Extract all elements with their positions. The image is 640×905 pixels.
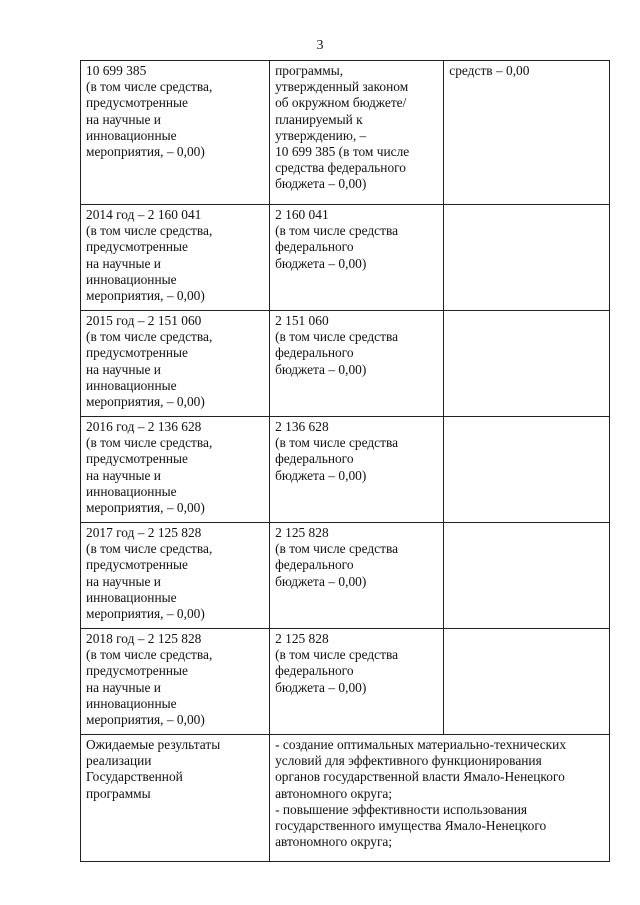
expected-results-label: Ожидаемые результаты реализации Государственной программы	[86, 737, 221, 801]
table-cell	[270, 735, 610, 862]
table-cell	[444, 311, 610, 417]
table-cell	[81, 417, 270, 523]
year-budget-text: 2 151 060 (в том числе средства федерального бюджета – 0,00)	[275, 313, 399, 377]
table-cell	[270, 205, 444, 311]
page-number: 3	[316, 38, 324, 53]
year-budget-text: 2 125 828 (в том числе средства федерального бюджета – 0,00)	[275, 525, 399, 589]
year-budget-text: 2 136 628 (в том числе средства федерального бюджета – 0,00)	[275, 419, 399, 483]
table-row-total	[81, 61, 610, 205]
year-funding-text: 2017 год – 2 125 828 (в том числе средства, предусмотренные на научные и инновационные мероприятия, – 0,00)	[86, 525, 213, 622]
year-funding-text: 2014 год – 2 160 041 (в том числе средства, предусмотренные на научные и инновационные мероприятия, – 0,00)	[86, 207, 213, 304]
table-cell	[270, 629, 444, 735]
year-funding-text: 2015 год – 2 151 060 (в том числе средства, предусмотренные на научные и инновационные мероприятия, – 0,00)	[86, 313, 213, 410]
table-cell	[81, 311, 270, 417]
table-cell	[444, 629, 610, 735]
other-sources-text: средств – 0,00	[449, 63, 530, 78]
expected-results-text: - создание оптимальных материально-технических условий для эффективного функционирования органов государственной власти Ямало-Ненецкого автономного округа; - повышение эффективности использования государственного имущества Ямало-Ненецкого автономного округа;	[275, 737, 567, 850]
year-budget-text: 2 160 041 (в том числе средства федерального бюджета – 0,00)	[275, 207, 399, 271]
table-row-2018	[81, 629, 610, 735]
table-cell	[81, 523, 270, 629]
table-cell	[444, 61, 610, 205]
table-cell	[270, 61, 444, 205]
table-cell	[444, 417, 610, 523]
table-cell	[270, 311, 444, 417]
table-cell	[270, 523, 444, 629]
table-cell	[444, 205, 610, 311]
table-cell	[444, 523, 610, 629]
table-row-2014	[81, 205, 610, 311]
table-row-2016	[81, 417, 610, 523]
table-cell	[81, 629, 270, 735]
program-funding-table	[80, 60, 610, 862]
table-cell	[81, 735, 270, 862]
table-cell	[81, 205, 270, 311]
table-row-expected-results	[81, 735, 610, 862]
year-funding-text: 2016 год – 2 136 628 (в том числе средства, предусмотренные на научные и инновационные мероприятия, – 0,00)	[86, 419, 213, 516]
table-cell	[81, 61, 270, 205]
table-cell	[270, 417, 444, 523]
year-funding-text: 2018 год – 2 125 828 (в том числе средства, предусмотренные на научные и инновационные мероприятия, – 0,00)	[86, 631, 213, 728]
year-budget-text: 2 125 828 (в том числе средства федерального бюджета – 0,00)	[275, 631, 399, 695]
table-row-2015	[81, 311, 610, 417]
table-row-2017	[81, 523, 610, 629]
budget-law-text: программы, утвержденный законом об окружном бюджете/ планируемый к утверждению, – 10 699 385 (в том числе средства федерального бюджета – 0,00)	[275, 63, 410, 192]
total-funding-text: 10 699 385 (в том числе средства, предусмотренные на научные и инновационные мероприятия, – 0,00)	[86, 63, 213, 160]
